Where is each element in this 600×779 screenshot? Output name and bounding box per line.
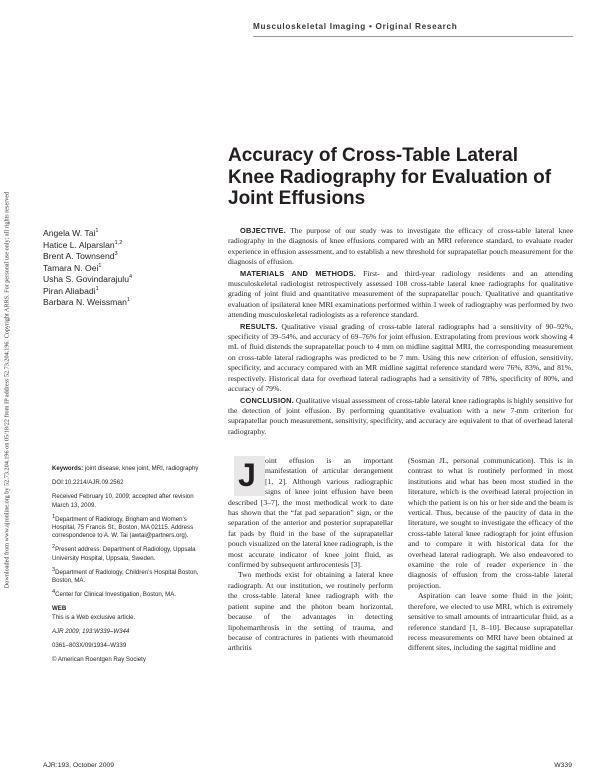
header-divider — [253, 36, 573, 37]
issn: 0361–803X/09/1934–W339 — [52, 642, 127, 650]
abstract-conclusion: CONCLUSION. Qualitative visual assessment of cross-table lateral knee radiographs is highly sensitive for the detection of joint effusion. By performing quantitative evaluation with a new 7-mm criterion for suprapatellar pouch measurement, sensitivity, specificity, and accuracy are equivalent to that of overhead lateral radiography. — [228, 395, 573, 436]
paragraph: (Sosman JL, personal communication). This is in contrast to what is routinely performed in most institutions and what has been most studied in the literature, which is the overhead lateral projection in which the patient is on his or her side and the beam is vertical. Thus, because of the paucity of data in the literature, we sought to investigate the efficacy of the cross-table lateral knee radiograph for joint effusion and to compare it with historical data for the overhead lateral radiograph. We also endeavored to examine the role of reader experience in the diagnosis of effusion from the cross-table lateral projection. — [408, 456, 573, 590]
author: Usha S. Govindarajulu$^4$ — [43, 274, 133, 284]
citation: AJR 2009; 193:W339–W344 — [52, 627, 130, 635]
keywords: Keywords: joint disease, knee joint, MRI, radiography — [52, 465, 199, 472]
download-watermark-text: Downloaded from www.ajronline.org by 52.73.204.196 on 05/18/22 from IP address 52.73.204.196. Copyright ARRS. For personal use only; all rights reserved — [3, 191, 11, 589]
paragraph: Aspiration can leave some fluid in the joint; therefore, we elected to use MRI, which is extremely sensitive to small amounts of intraarticular fluid, as a reference standard [1, 8–10]. Because suprapatellar recess measurements on MRI have been obtained at different sites, including the sagittal midline and — [408, 591, 573, 653]
paragraph: J oint effusion is an important manifestation of articular derangement [1, 2]. Although various radiographic signs of knee joint effusion have been described [3–7], the most methodical work to date has shown that the “fat pad separation” sign, or the separation of the anterior and posterior suprapatellar fat pads by fluid in the base of the suprapatellar pouch visualized on the lateral knee radiograph, is the most accurate indicator of knee joint fluid, as confirmed by subsequent arthrocentesis [3]. — [228, 456, 393, 570]
author: Brent A. Townsend$^3$ — [43, 251, 118, 261]
article-title: Accuracy of Cross-Table Lateral Knee Radiography for Evaluation of Joint Effusions — [228, 145, 552, 209]
drop-cap: J — [234, 456, 265, 496]
copyright: © American Roentgen Ray Society — [52, 656, 146, 664]
body-column-1 — [228, 456, 393, 654]
download-watermark — [0, 0, 14, 779]
abstract-results: RESULTS. Qualitative visual grading of cross-table lateral radiographs had a sensitivity of 90–92%, specificity of 39–54%, and accuracy of 69–76% for joint effusion. Extrapolating from previous work showing 4 mL of fluid distends the suprapatellar pouch to 4 mm on midline sagittal MRI, the corresponding measurement on cross-table lateral radiographs was predicted to be 7 mm. Using this new criterion of effusion, sensitivity, specificity, and accuracy compared with an MR midline sagittal reference standard were 76%, 83%, and 81%, respectively. Historical data for overhead lateral radiographs had a sensitivity of 78%, specificity of 80%, and accuracy of 79%. — [228, 321, 573, 394]
affiliation: 2Present address: Department of Radiology, Uppsala University Hospital, Uppsala, Sweden. — [52, 544, 196, 562]
abstract-methods: MATERIALS AND METHODS. First- and third-year radiology residents and an attending musculoskeletal radiologist retrospectively assessed 108 cross-table lateral knee radiographs for qualitative grading of joint fluid and quantitative measurement of the suprapatellar pouch. Qualitative and quantitative evaluation of ipsilateral knee MRI examinations performed within 1 week of radiography was performed by two attending musculoskeletal radiologists as a reference standard. — [228, 268, 574, 320]
author: Angela W. Tai$^1$ — [43, 228, 99, 238]
doi: DOI:10.2214/AJR.09.2562 — [52, 479, 124, 487]
author: Hatice L. Alparslan$^{1,2}$ — [43, 239, 123, 250]
footer-journal: AJR:193, October 2009 — [43, 762, 115, 769]
abstract — [228, 226, 573, 438]
author: Barbara N. Weissman$^1$ — [43, 297, 130, 307]
section-header: Musculoskeletal Imaging • Original Research — [253, 22, 458, 31]
body-column-2 — [408, 456, 573, 654]
author: Piran Aliabadi$^1$ — [43, 285, 99, 296]
affiliation: 3Department of Radiology, Children’s Hospital Boston, Boston, MA. — [52, 566, 199, 585]
affiliation: 1Department of Radiology, Brigham and Women’s Hospital, 75 Francis St., Boston, MA 02115. Address correspondence to A. W. Tai (awtai@partners.org). — [52, 513, 194, 540]
affiliation: 4Center for Clinical Investigation, Boston, MA. — [52, 589, 176, 599]
abstract-objective: OBJECTIVE. The purpose of our study was to investigate the efficacy of cross-table lateral knee radiography in the diagnosis of knee effusions compared with an MRI reference standard, to evaluate reader experience in effusion assessment, and to establish a new threshold for suprapatellar pouch measurement for the diagnosis of effusion. — [228, 226, 573, 267]
web-note: WEB This is a Web exclusive article. — [52, 605, 136, 621]
author-list — [43, 228, 132, 309]
received-date: Received February 10, 2009; accepted after revision March 13, 2009. — [52, 493, 194, 509]
paragraph: Two methods exist for obtaining a lateral knee radiograph. At our institution, we routinely perform the cross-table lateral knee radiograph with the patient supine and the photon beam horizontal, because of the advantages in detecting lipohemarthrosis in the setting of trauma, and because of contractures in patients with rheumatoid arthritis — [228, 570, 393, 653]
author: Tamara N. Oei$^1$ — [43, 262, 102, 273]
article-metadata — [52, 465, 212, 670]
footer-page-number: W339 — [554, 762, 572, 769]
